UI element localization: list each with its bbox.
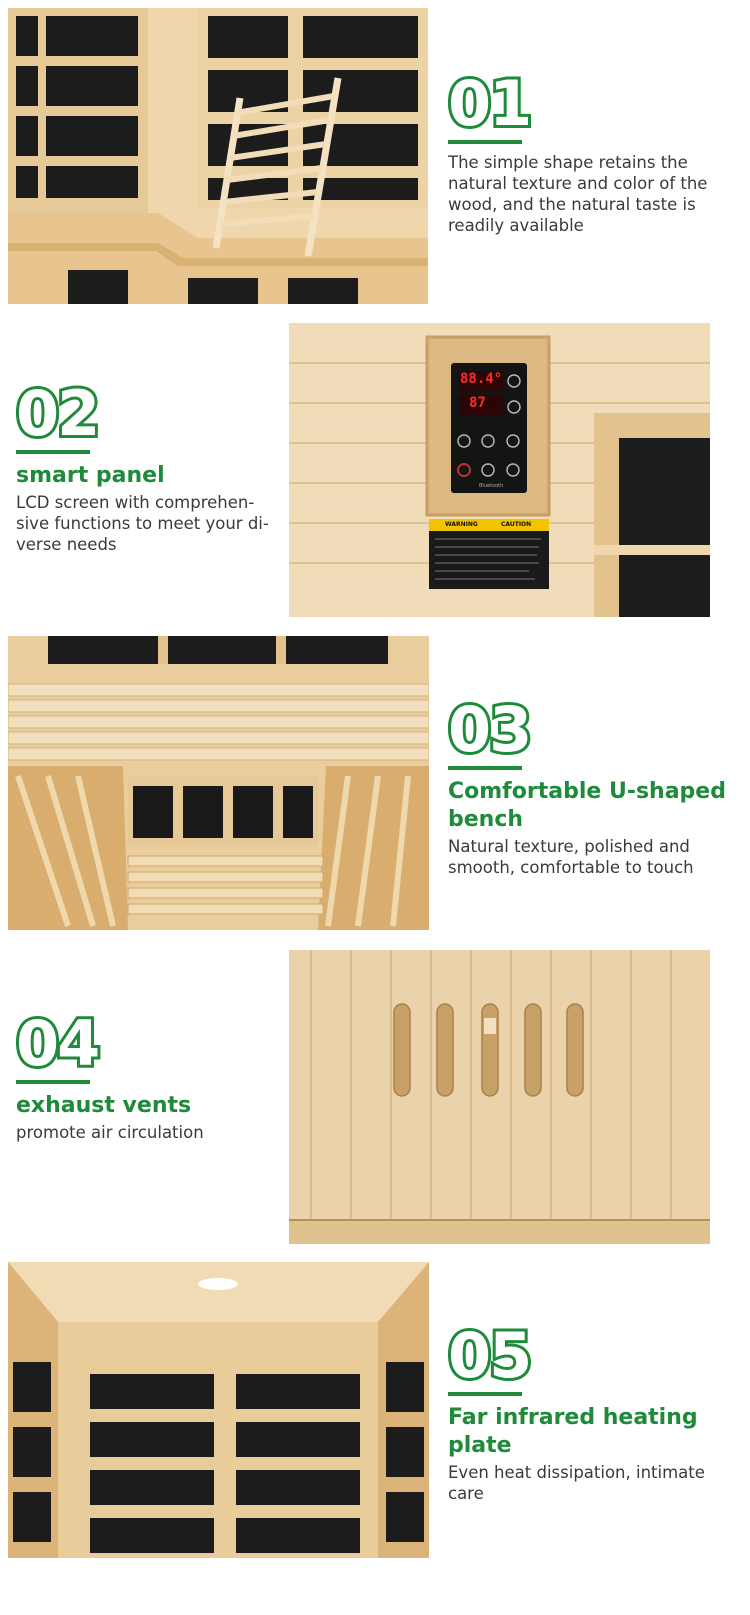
feature-text-01	[448, 67, 738, 236]
control-panel-photo	[289, 323, 710, 617]
feature-number: 02	[16, 377, 99, 450]
exhaust-vents-illustration	[289, 950, 710, 1244]
warning-label: WARNING	[445, 521, 478, 528]
sauna-corner-illustration	[8, 8, 428, 304]
feature-description: LCD screen with comprehen-sive functions to meet your di-verse needs	[16, 493, 269, 554]
feature-section-02	[0, 320, 750, 630]
feature-number: 04	[16, 1007, 99, 1080]
infrared-panels-illustration	[8, 1262, 429, 1558]
bench-photo	[8, 636, 429, 930]
control-panel-illustration	[289, 323, 710, 617]
feature-section-05	[0, 1260, 750, 1615]
feature-description: The simple shape retains the natural texture and color of the wood, and the natural taste is readily available	[448, 153, 708, 235]
exhaust-vents-photo	[289, 950, 710, 1244]
feature-description: promote air circulation	[16, 1123, 204, 1142]
number-underline	[448, 1392, 522, 1396]
feature-title: exhaust vents	[16, 1093, 192, 1118]
number-underline	[448, 140, 522, 144]
number-underline	[448, 766, 522, 770]
feature-description: Natural texture, polished and smooth, comfortable to touch	[448, 837, 694, 877]
feature-text-05	[448, 1319, 743, 1504]
feature-description: Even heat dissipation, intimate care	[448, 1463, 705, 1503]
feature-text-02	[16, 377, 286, 555]
feature-section-04	[0, 950, 750, 1260]
feature-number: 03	[448, 693, 531, 766]
feature-number: 01	[448, 67, 531, 140]
led-display-bottom: 87	[469, 395, 486, 411]
sauna-corner-photo	[8, 8, 428, 304]
feature-title: Far infrared heating plate	[448, 1405, 698, 1458]
number-underline	[16, 450, 90, 454]
bench-illustration	[8, 636, 429, 930]
feature-text-04	[16, 1007, 286, 1143]
feature-title: smart panel	[16, 463, 165, 488]
feature-number: 05	[448, 1319, 531, 1392]
feature-title: Comfortable U-shaped bench	[448, 779, 726, 832]
number-underline	[16, 1080, 90, 1084]
caution-label: CAUTION	[501, 521, 532, 528]
bluetooth-label: Bluetooth	[479, 483, 504, 489]
feature-section-01	[0, 0, 750, 320]
infrared-panels-photo	[8, 1262, 429, 1558]
feature-text-03	[448, 693, 743, 878]
feature-section-03	[0, 630, 750, 950]
led-display-top: 88.4°	[460, 371, 503, 387]
